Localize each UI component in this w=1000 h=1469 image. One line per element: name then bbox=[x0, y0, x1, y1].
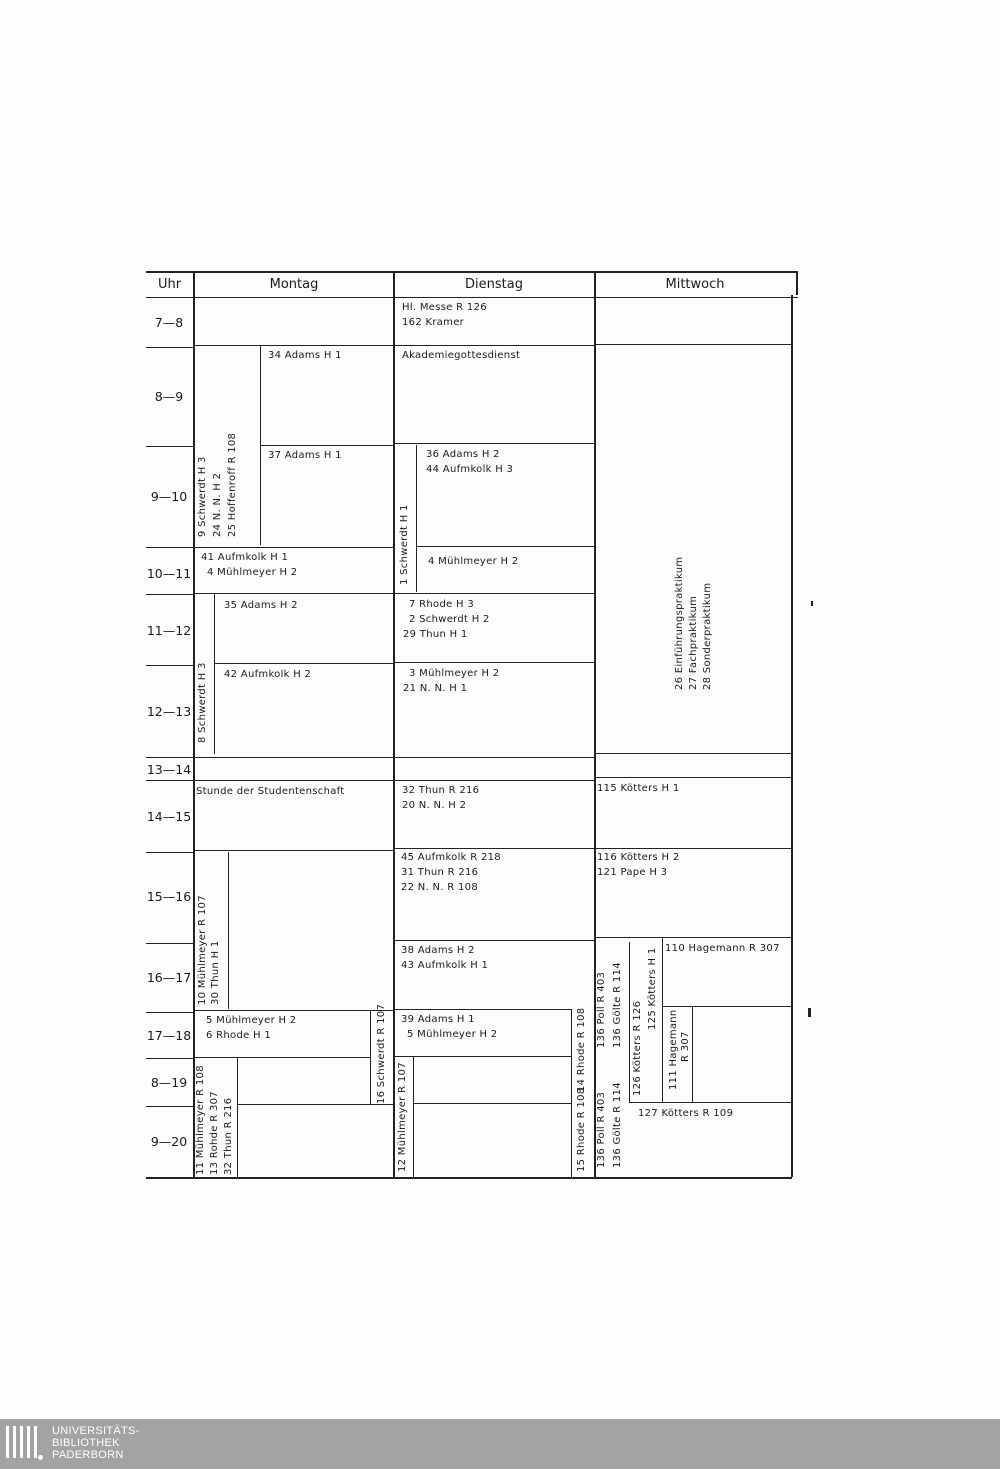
dienstag-separator bbox=[394, 345, 594, 346]
header-bottom-border bbox=[146, 297, 798, 298]
montag-separator bbox=[214, 663, 393, 664]
mittwoch-rotated-entry: R 307 bbox=[680, 1031, 691, 1062]
dienstag-separator bbox=[394, 443, 594, 444]
dienstag-separator bbox=[416, 546, 594, 547]
dienstag-separator bbox=[394, 780, 594, 781]
montag-separator bbox=[194, 757, 393, 758]
montag-entry: 41 Aufmkolk H 1 bbox=[201, 552, 289, 563]
montag-entry: 5 Mühlmeyer H 2 bbox=[206, 1015, 297, 1026]
montag-rotated-entry: 11 Mühlmeyer R 108 bbox=[195, 1065, 206, 1175]
dienstag-entry: 29 Thun H 1 bbox=[403, 629, 468, 640]
montag-separator bbox=[194, 593, 393, 594]
dienstag-entry: 31 Thun R 216 bbox=[401, 867, 479, 878]
dienstag-subdivider bbox=[571, 1009, 572, 1177]
mittwoch-separator bbox=[662, 1006, 791, 1007]
montag-separator bbox=[260, 445, 393, 446]
dienstag-entry: 38 Adams H 2 bbox=[401, 945, 475, 956]
montag-separator bbox=[237, 1104, 393, 1105]
mittwoch-separator bbox=[595, 937, 791, 938]
mittwoch-rotated-entry: 136 Poll R 403 bbox=[596, 971, 607, 1048]
hour-separator bbox=[146, 852, 193, 853]
dienstag-entry: Hl. Messe R 126 bbox=[402, 302, 487, 313]
mittwoch-rotated-entry: 26 Einführungspraktikum bbox=[674, 556, 685, 690]
library-name-line: PADERBORN bbox=[52, 1449, 124, 1461]
dienstag-separator bbox=[394, 593, 594, 594]
header-montag: Montag bbox=[269, 277, 319, 292]
mittwoch-separator bbox=[629, 1102, 791, 1103]
hour-separator bbox=[146, 780, 193, 781]
dienstag-rotated-entry: 15 Rhode R 108 bbox=[576, 1087, 587, 1172]
montag-rotated-entry: 10 Mühlmeyer R 107 bbox=[197, 895, 208, 1005]
hour-separator bbox=[146, 1058, 193, 1059]
dienstag-entry: 36 Adams H 2 bbox=[426, 449, 500, 460]
mittwoch-entry: 116 Kötters H 2 bbox=[597, 852, 680, 863]
montag-separator bbox=[194, 345, 393, 346]
mittwoch-entry: 110 Hagemann R 307 bbox=[665, 943, 780, 954]
header-mittwoch: Mittwoch bbox=[665, 277, 725, 292]
mittwoch-separator bbox=[595, 848, 791, 849]
dienstag-entry: Akademiegottesdienst bbox=[402, 350, 521, 361]
mittwoch-rotated-entry: 136 Gölte R 114 bbox=[612, 1082, 623, 1168]
montag-separator bbox=[194, 850, 393, 851]
mittwoch-entry: 121 Pape H 3 bbox=[597, 867, 668, 878]
library-name-line: BIBLIOTHEK bbox=[52, 1437, 120, 1449]
montag-entry: 4 Mühlmeyer H 2 bbox=[207, 567, 298, 578]
dienstag-entry: 5 Mühlmeyer H 2 bbox=[407, 1029, 498, 1040]
montag-subdivider bbox=[228, 852, 229, 1009]
library-name bbox=[52, 1425, 140, 1461]
hour-label: 8—9 bbox=[154, 389, 184, 404]
dienstag-entry: 162 Kramer bbox=[402, 317, 465, 328]
hour-separator bbox=[146, 594, 193, 595]
hour-label: 9—20 bbox=[150, 1134, 188, 1149]
hour-label: 10—11 bbox=[146, 566, 192, 581]
hour-separator bbox=[146, 1012, 193, 1013]
hour-separator bbox=[146, 347, 193, 348]
montag-separator bbox=[194, 780, 393, 781]
montag-subdivider bbox=[237, 1057, 238, 1177]
scan-speck bbox=[808, 1008, 811, 1017]
hour-separator bbox=[146, 446, 193, 447]
scan-speck bbox=[811, 601, 813, 606]
hour-label: 13—14 bbox=[146, 762, 192, 777]
mittwoch-rotated-entry: 136 Gölte R 114 bbox=[612, 962, 623, 1048]
mittwoch-rotated-entry: 111 Hagemann bbox=[668, 1009, 679, 1090]
table-right-border bbox=[796, 271, 798, 295]
dienstag-separator bbox=[394, 848, 594, 849]
library-name-line: UNIVERSITÄTS- bbox=[52, 1425, 140, 1437]
dienstag-separator bbox=[394, 1056, 571, 1057]
montag-subdivider bbox=[214, 594, 215, 754]
library-footer bbox=[0, 1419, 1000, 1469]
montag-rotated-entry: 30 Thun H 1 bbox=[210, 940, 221, 1005]
divider-montag-dienstag bbox=[393, 271, 395, 1177]
mittwoch-entry: 115 Kötters H 1 bbox=[597, 783, 680, 794]
dienstag-separator bbox=[394, 662, 594, 663]
library-logo-icon bbox=[6, 1426, 42, 1462]
mittwoch-separator bbox=[595, 777, 791, 778]
mittwoch-rotated-entry: 28 Sonderpraktikum bbox=[702, 582, 713, 690]
hour-label: 17—18 bbox=[146, 1028, 192, 1043]
hour-separator bbox=[146, 665, 193, 666]
dienstag-separator bbox=[394, 1009, 572, 1010]
hour-label: 16—17 bbox=[146, 970, 192, 985]
montag-entry: Stunde der Studentenschaft bbox=[196, 786, 345, 797]
montag-entry: 37 Adams H 1 bbox=[268, 450, 342, 461]
hour-separator bbox=[146, 757, 193, 758]
dienstag-separator bbox=[394, 940, 594, 941]
dienstag-entry: 39 Adams H 1 bbox=[401, 1014, 475, 1025]
montag-rotated-entry: 24 N. N. H 2 bbox=[212, 472, 223, 537]
header-dienstag: Dienstag bbox=[465, 277, 523, 292]
hour-label: 14—15 bbox=[146, 809, 192, 824]
table-bottom-border bbox=[146, 1177, 792, 1179]
montag-separator bbox=[194, 547, 393, 548]
montag-separator bbox=[194, 1057, 370, 1058]
montag-rotated-entry: 32 Thun R 216 bbox=[223, 1097, 234, 1175]
dienstag-entry: 22 N. N. R 108 bbox=[401, 882, 478, 893]
dienstag-subdivider bbox=[413, 1056, 414, 1177]
header-uhr: Uhr bbox=[157, 277, 182, 292]
hour-label: 15—16 bbox=[146, 889, 192, 904]
dienstag-separator bbox=[394, 757, 594, 758]
montag-subdivider bbox=[370, 1010, 371, 1104]
mittwoch-separator bbox=[595, 753, 791, 754]
hour-separator bbox=[146, 1106, 193, 1107]
mittwoch-entry: 127 Kötters R 109 bbox=[638, 1108, 734, 1119]
mittwoch-subdivider bbox=[629, 942, 630, 1102]
montag-rotated-entry: 13 Rohde R 307 bbox=[209, 1091, 220, 1175]
dienstag-entry: 20 N. N. H 2 bbox=[402, 800, 467, 811]
mittwoch-rotated-entry: 27 Fachpraktikum bbox=[688, 595, 699, 690]
dienstag-rotated-entry: 12 Mühlmeyer R 107 bbox=[397, 1062, 408, 1172]
dienstag-entry: 45 Aufmkolk R 218 bbox=[401, 852, 501, 863]
hour-label: 12—13 bbox=[146, 704, 192, 719]
montag-separator bbox=[194, 1010, 393, 1011]
dienstag-entry: 2 Schwerdt H 2 bbox=[409, 614, 490, 625]
divider-uhr-montag bbox=[193, 271, 195, 1177]
hour-label: 9—10 bbox=[150, 489, 188, 504]
mittwoch-rotated-entry: 126 Kötters R 126 bbox=[632, 1000, 643, 1096]
hour-separator bbox=[146, 943, 193, 944]
mittwoch-rotated-entry: 136 Poll R 403 bbox=[596, 1091, 607, 1168]
mittwoch-rotated-entry: 125 Kötters H 1 bbox=[647, 947, 658, 1030]
dienstag-separator bbox=[413, 1103, 571, 1104]
table-right-border-lower bbox=[791, 295, 793, 1177]
library-logo-dot bbox=[38, 1455, 43, 1460]
montag-entry: 6 Rhode H 1 bbox=[206, 1030, 271, 1041]
dienstag-subdivider bbox=[416, 445, 417, 592]
hour-label: 8—19 bbox=[150, 1075, 188, 1090]
dienstag-entry: 7 Rhode H 3 bbox=[409, 599, 474, 610]
dienstag-rotated-entry: 1 Schwerdt H 1 bbox=[399, 504, 410, 585]
table-top-border bbox=[146, 271, 798, 273]
hour-separator bbox=[146, 547, 193, 548]
mittwoch-separator bbox=[595, 344, 791, 345]
hour-label: 11—12 bbox=[146, 623, 192, 638]
dienstag-entry: 43 Aufmkolk H 1 bbox=[401, 960, 489, 971]
montag-rotated-entry: 9 Schwerdt H 3 bbox=[197, 456, 208, 537]
dienstag-entry: 32 Thun R 216 bbox=[402, 785, 480, 796]
montag-rotated-entry: 8 Schwerdt H 3 bbox=[197, 662, 208, 743]
hour-label: 7—8 bbox=[154, 315, 184, 330]
montag-rotated-entry: 16 Schwerdt R 107 bbox=[376, 1003, 387, 1104]
dienstag-rotated-entry: 14 Rhode R 108 bbox=[576, 1007, 587, 1092]
montag-rotated-entry: 25 Hoffenroff R 108 bbox=[227, 432, 238, 537]
montag-entry: 35 Adams H 2 bbox=[224, 600, 298, 611]
montag-entry: 34 Adams H 1 bbox=[268, 350, 342, 361]
dienstag-entry: 44 Aufmkolk H 3 bbox=[426, 464, 514, 475]
dienstag-entry: 3 Mühlmeyer H 2 bbox=[409, 668, 500, 679]
dienstag-entry: 4 Mühlmeyer H 2 bbox=[428, 556, 519, 567]
dienstag-entry: 21 N. N. H 1 bbox=[403, 683, 468, 694]
mittwoch-subdivider bbox=[662, 937, 663, 1103]
montag-entry: 42 Aufmkolk H 2 bbox=[224, 669, 312, 680]
